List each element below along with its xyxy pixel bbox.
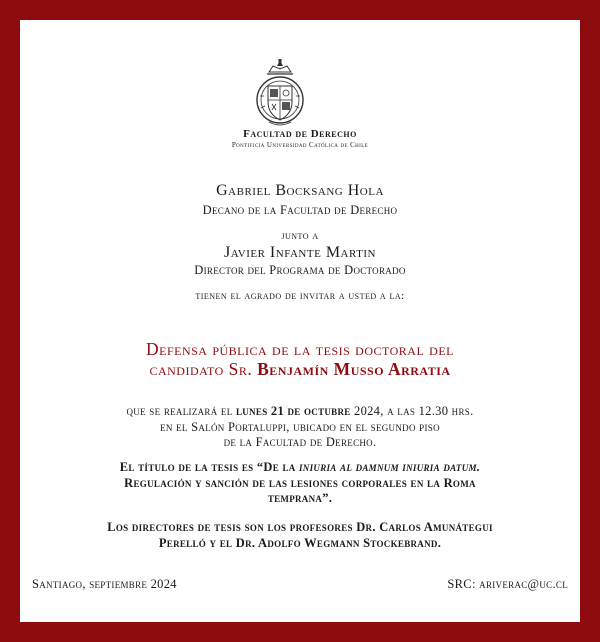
source-email: SRC: ariverac@uc.cl: [447, 577, 568, 591]
event-title: [20, 339, 580, 379]
directors-line1: Los directores de tesis son los profesores Dr. Carlos Amunátegui: [107, 520, 493, 534]
thesis-line2: Regulación y sanción de las lesiones corporales en la Roma: [124, 475, 476, 490]
invite-text: tienen el agrado de invitar a usted a la:: [195, 290, 405, 302]
cohost-name: Javier Infante Martin: [224, 244, 376, 261]
event-date: lunes 21 de octubre: [235, 404, 351, 418]
event-title-line2: [20, 359, 580, 379]
university-name: Pontificia Universidad Católica de Chile: [231, 141, 369, 149]
event-title-line1: Defensa pública de la tesis doctoral del: [145, 339, 454, 359]
thesis-paragraph: [20, 460, 580, 507]
details-line3: de la Facultad de Derecho.: [223, 435, 377, 449]
cohost-role: Director del Programa de Doctorado: [194, 263, 406, 277]
directors-paragraph: [20, 520, 580, 551]
details-line1: [20, 404, 580, 420]
details-line1-b: 2024, a las 12.30 hrs.: [354, 404, 474, 418]
invitation-content: [20, 20, 580, 622]
place-date: Santiago, septiembre 2024: [32, 577, 177, 591]
thesis-line1: [20, 460, 580, 476]
faculty-name: Facultad de Derecho: [243, 128, 357, 140]
details-line2: en el Salón Portaluppi, ubicado en el segundo piso: [160, 419, 440, 434]
details-line1-a: que se realizará el: [126, 404, 233, 418]
candidate-prefix: candidato Sr.: [149, 359, 253, 379]
host-role: Decano de la Facultad de Derecho: [202, 203, 398, 217]
details-paragraph: [20, 404, 580, 451]
junto-text: junto a: [281, 230, 319, 242]
directors-line2: Perelló y el Dr. Adolfo Wegmann Stockebrand.: [158, 535, 442, 550]
thesis-prefix: El título de la tesis es “De la: [119, 460, 296, 474]
candidate-name: Benjamín Musso Arratia: [257, 359, 451, 379]
host-name: Gabriel Bocksang Hola: [216, 182, 384, 199]
thesis-italic: iniuria al damnum iniuria datum.: [299, 460, 481, 474]
thesis-line3: temprana”.: [267, 491, 333, 505]
